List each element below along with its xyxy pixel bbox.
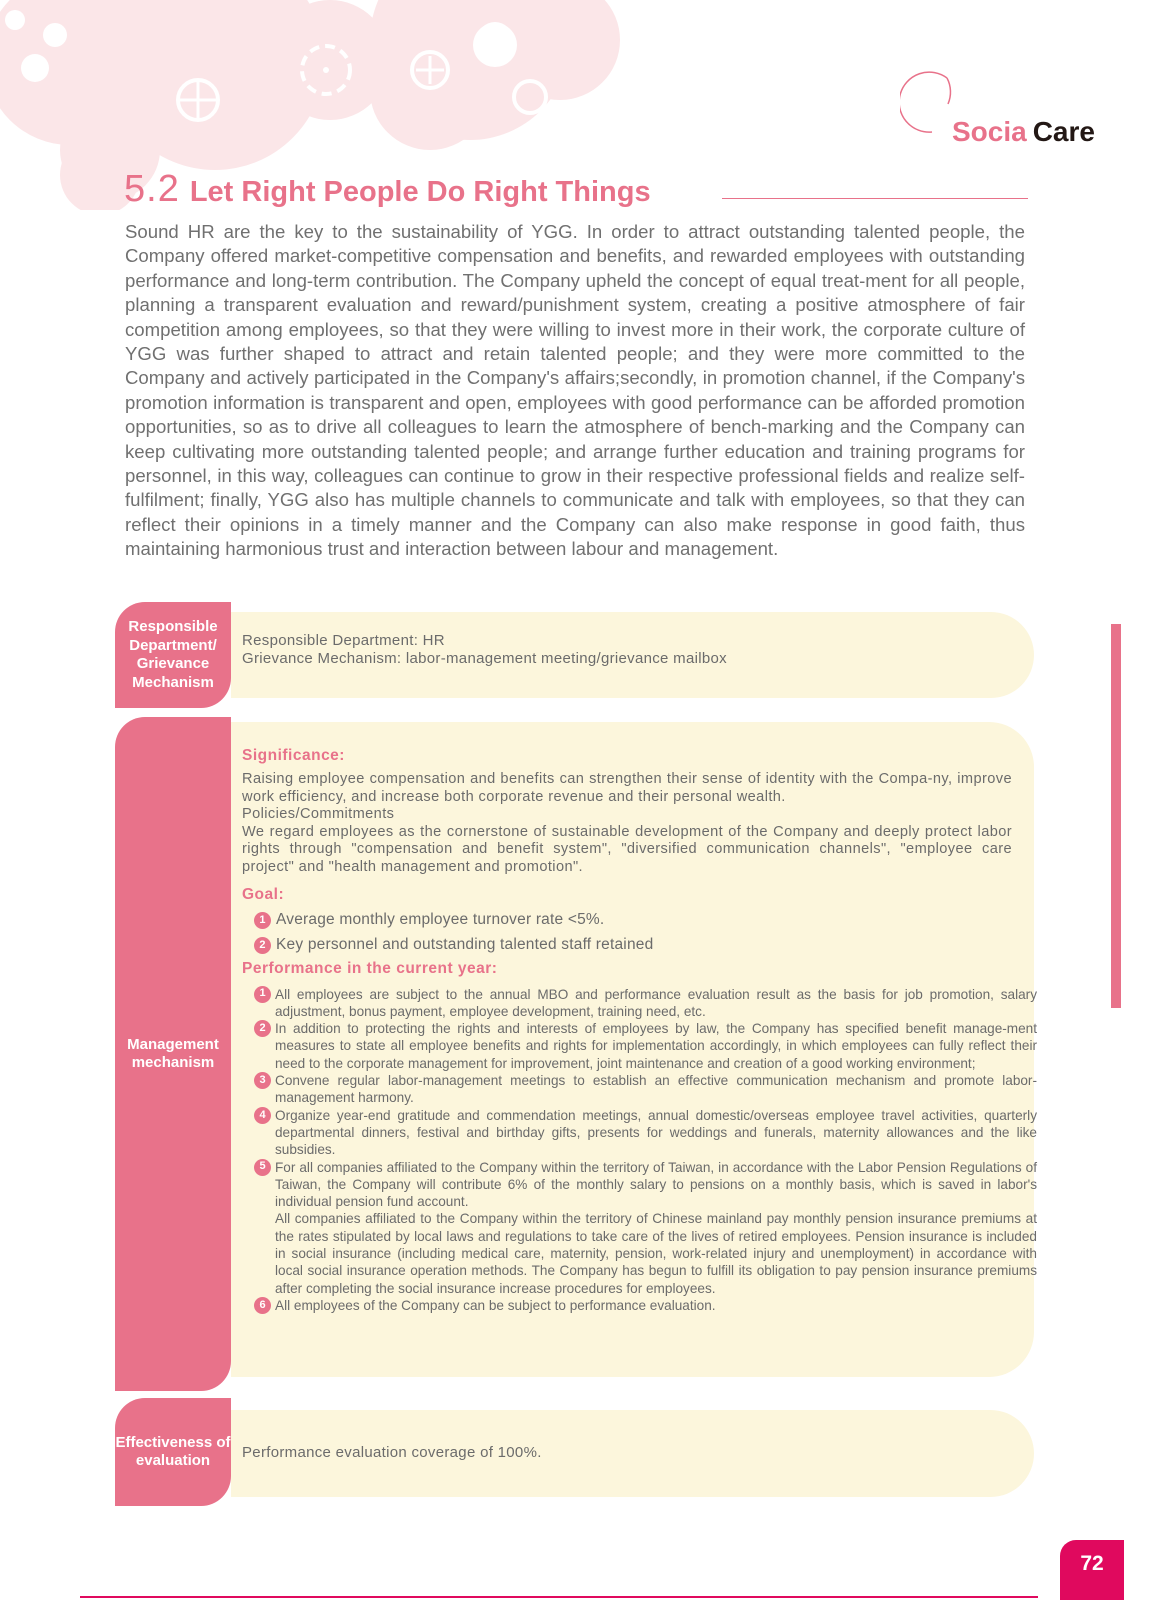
- goal-list: [242, 908, 1012, 958]
- number-badge-icon: 3: [254, 1072, 271, 1089]
- significance-heading: Significance:: [242, 747, 345, 764]
- goal-item: [254, 908, 1012, 933]
- policies-heading: Policies/Commitments: [242, 806, 395, 823]
- performance-text-continued: All companies affiliated to the Company within the territory of Chinese mainland pay monthly pension insurance premiums at the rates stipulated by local laws and regulations to take care of the lives of retired employees. Pension insurance is included in social insurance (including medical care, maternity, pension, work-related injury and unemployment) in accordance with local social insurance operation methods. The Company has begun to fulfill its obligation to pay pension insurance premiums after completing the social insurance increase procedures for employees.: [275, 1211, 1037, 1296]
- performance-text: For all companies affiliated to the Company within the territory of Taiwan, in accordance with the Labor Pension Regulations of Taiwan, the Company will contribute 6% of the monthly salary to pensions on a monthly basis, which is saved in labor's individual pension fund account.: [275, 1159, 1037, 1210]
- performance-text: All employees of the Company can be subject to performance evaluation.: [275, 1297, 716, 1313]
- title-divider: [722, 198, 1028, 199]
- performance-item: [254, 1072, 1037, 1107]
- label-responsible-department: [115, 602, 231, 708]
- responsible-box: [231, 612, 1034, 698]
- label-text: Effectiveness of evaluation: [115, 1433, 231, 1469]
- performance-text: All employees are subject to the annual MBO and performance evaluation result as the basis for job promotion, salary adjustment, bonus payment, employee development, training need, etc.: [275, 986, 1037, 1019]
- page-title: [124, 168, 651, 211]
- logo-word-care: Care: [1032, 116, 1095, 147]
- number-badge-icon: 2: [254, 937, 271, 954]
- performance-text: In addition to protecting the rights and interests of employees by law, the Company has specified benefit manage-ment measures to state all employee benefits and rights for implementation accordingly, in which employees can fully reflect their need to the corporate management for improvement, joint maintenance and creation of a good working environment;: [275, 1021, 1037, 1071]
- significance-text: Raising employee compensation and benefits can strengthen their sense of identity with the Compa-ny, improve work efficiency, and increase both corporate revenue and their personal wealth.: [242, 771, 1012, 805]
- responsible-department-line: Responsible Department: HR: [242, 632, 445, 649]
- section-number: 5.2: [124, 168, 180, 210]
- performance-text: Convene regular labor-management meetings to establish an effective communication mechanism and promote labor-management harmony.: [275, 1073, 1037, 1106]
- goal-heading: Goal:: [242, 885, 285, 903]
- performance-item: [254, 1107, 1037, 1159]
- goal-text: Key personnel and outstanding talented staff retained: [276, 936, 654, 954]
- logo-word-socia: Socia: [952, 116, 1027, 147]
- performance-item: [254, 1297, 1037, 1314]
- number-badge-icon: 1: [254, 986, 271, 1003]
- performance-text: Organize year-end gratitude and commendation meetings, annual domestic/overseas employee travel activities, quarterly departmental dinners, festival and birthday gifts, presents for weddings and funerals, maternity allowances and the like subsidies.: [275, 1107, 1037, 1158]
- effectiveness-text: Performance evaluation coverage of 100%.: [242, 1444, 542, 1461]
- policies-text: We regard employees as the cornerstone of sustainable development of the Company and deeply protect labor rights through "compensation and benefit system", "diversified communication channels", "employee care project" and "health management and promotion".: [242, 823, 1012, 875]
- number-badge-icon: 5: [254, 1159, 271, 1176]
- performance-list: [242, 986, 1037, 1315]
- side-accent-bar: [1111, 624, 1121, 1008]
- grievance-mechanism-line: Grievance Mechanism: labor-management meeting/grievance mailbox: [242, 650, 727, 667]
- effectiveness-box: [231, 1410, 1034, 1497]
- label-text: Responsible Department/ Grievance Mechanism: [128, 618, 218, 691]
- number-badge-icon: 6: [254, 1297, 271, 1314]
- management-box: [231, 722, 1037, 1377]
- goal-text: Average monthly employee turnover rate <5%.: [276, 911, 605, 929]
- page-number-tab: [1060, 1540, 1124, 1600]
- label-text: Management mechanism: [127, 1035, 219, 1071]
- page-number: 72: [1080, 1552, 1104, 1575]
- intro-paragraph: Sound HR are the key to the sustainability of YGG. In order to attract outstanding talented people, the Company offered market-competitive compensation and benefits, and rewarded employees with outstanding performance and long-term contribution. The Company upheld the concept of equal treat-ment for all people, planning a transparent evaluation and reward/punishment system, creating a positive atmosphere of fair competition among employees, so that they were willing to invest more in their work, the corporate culture of YGG was further shaped to attract and retain talented people; and they were more committed to the Company and actively participated in the Company's affairs;secondly, in promotion channel, if the Company's promotion information is transparent and open, employees with good performance can be afforded promotion opportunities, so as to drive all colleagues to learn the atmosphere of bench-marking and the Company can keep cultivating more outstanding talented people; and arrange further education and training programs for personnel, in this way, colleagues can continue to grow in their respective professional fields and realize self-fulfilment; finally, YGG also has multiple channels to communicate and talk with employees, so that they can reflect their opinions in a timely manner and the Company can also make response in good faith, thus maintaining harmonious trust and interaction between labour and management.: [125, 221, 1025, 560]
- number-badge-icon: 2: [254, 1020, 271, 1037]
- label-management-mechanism: [115, 717, 231, 1391]
- section-title: Let Right People Do Right Things: [189, 176, 651, 208]
- footer-divider: [80, 1596, 1038, 1598]
- performance-item: [254, 986, 1037, 1021]
- performance-item: [254, 1159, 1037, 1297]
- goal-item: [254, 933, 1012, 958]
- number-badge-icon: 4: [254, 1107, 271, 1124]
- label-effectiveness-of-evaluation: [115, 1398, 231, 1506]
- number-badge-icon: 1: [254, 912, 271, 929]
- section-logo: [952, 116, 1095, 148]
- management-content: [242, 747, 1037, 1314]
- performance-heading: Performance in the current year:: [242, 959, 498, 977]
- performance-item: [254, 1020, 1037, 1072]
